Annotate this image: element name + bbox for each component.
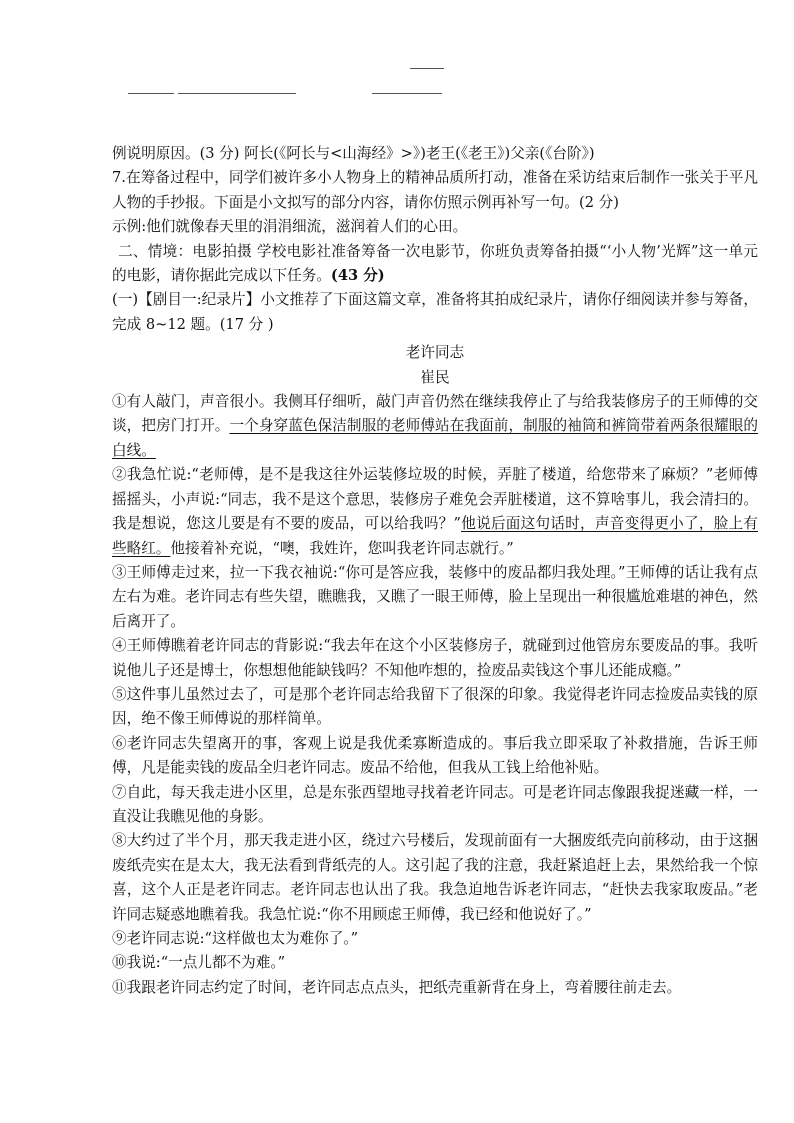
paragraph-7: ⑦自此，每天我走进小区里，总是东张西望地寻找着老许同志。可是老许同志像跟我捉迷藏一样，一直没让我瞧见他的身影。 [112,783,758,825]
section-2-text: 二、情境：电影拍摄 学校电影社准备筹备一次电影节，你班负责筹备拍摄“‘小人物’光辉”这一单元的电影，请你据此完成以下任务。 [112,242,758,285]
article-author: 崔民 [420,368,450,386]
paragraph-10: ⑩我说:“一点儿都不为难。” [112,954,286,972]
paragraph-6: ⑥老许同志失望离开的事，客观上说是我优柔寡断造成的。事后我立即采取了补救措施，告诉王师傅，凡是能卖钱的废品全归老许同志。废品不给他，但我从工钱上给他补贴。 [112,734,758,777]
exam-page-content [112,142,758,1000]
paragraph-8: ⑧大约过了半个月，那天我走进小区，绕过六号楼后，发现前面有一大捆废纸壳向前移动，由于这捆废纸壳实在是太大，我无法看到背纸壳的人。这引起了我的注意，我赶紧追赶上去，果然给我一个惊喜，这个人正是老许同志。老许同志也认出了我。我急迫地告诉老许同志，“赶快去我家取废品。”老许同志疑惑地瞧着我。我急忙说:“你不用顾虑王师傅，我已经和他说好了。” [112,832,758,923]
paragraph-2-text: ②我急忙说:“老师傅，是不是我这往外运装修垃圾的时候，弄脏了楼道，给您带来了麻烦？”老师傅摇摇头，小声说:“同志，我不是这个意思，装修房子难免会弄脏楼道，这不算啥事儿，我会清扫的。我是想说，您这儿要是有不要的废品，可以给我吗？” [112,466,758,533]
paragraph-2-underlined: 他说后面这句话时，声音变得更小了，脸上有些略红。 [112,515,758,557]
paragraph-1-underlined: 一个身穿蓝色保洁制服的老师傅站在我面前，制服的袖筒和裤筒带着两条很耀眼的白线。 [112,417,758,459]
paragraph-1 [112,390,758,463]
section-2-score: (43 分) [330,267,385,285]
question-7: 7.在筹备过程中，同学们被许多小人物身上的精神品质所打动，准备在采访结束后制作一张关于平凡人物的手抄报。下面是小文拟写的部分内容，请你仿照示例再补写一句。(2 分) [112,169,758,211]
paragraph-11: ⑪我跟老许同志约定了时间，老许同志点点头，把纸壳重新背在身上，弯着腰往前走去。 [112,978,682,996]
paragraph-1-text: ①有人敲门，声音很小。我侧耳仔细听，敲门声音仍然在继续我停止了与给我装修房子的王师傅的交谈，把房门打开。 [112,393,758,435]
part-1-intro: (一)【剧目一:纪录片】小文推荐了下面这篇文章，准备将其拍成纪录片，请你仔细阅读并参与筹备，完成 8~12 题。(17 分 ) [112,291,758,333]
section-2-heading [112,240,758,289]
paragraph-9: ⑨老许同志说:“这样做也太为难你了。” [112,930,359,947]
paragraph-2 [112,463,758,561]
paragraph-3: ③王师傅走过来，拉一下我衣袖说:“你可是答应我，装修中的废品都归我处理。”王师傅的话让我有点左右为难。老许同志有些失望，瞧瞧我，又瞧了一眼王师傅，脸上呈现出一种很尴尬难堪的神色，然后离开了。 [112,563,758,630]
question-7-example: 示例:他们就像春天里的涓涓细流，滋润着人们的心田。 [112,218,468,236]
question-6-ending: 例说明原因。(3 分) 阿长(《阿长与<山海经》>》)老王(《老王》)父亲(《台阶》) [112,145,595,162]
paragraph-2-tail: 他接着补充说，“噢，我姓许，您叫我老许同志就行。” [170,539,514,557]
paragraph-4: ④王师傅瞧着老许同志的背影说:“我去年在这个小区装修房子，就碰到过他管房东要废品的事。我听说他儿子还是博士，你想想他能缺钱吗？不知他咋想的，捡废品卖钱这个事儿还能成瘾。” [112,637,758,679]
article-title: 老许同志 [405,344,465,362]
scan-artifact-lines [0,60,794,100]
paragraph-5: ⑤这件事儿虽然过去了，可是那个老许同志给我留下了很深的印象。我觉得老许同志捡废品卖钱的原因，绝不像王师傅说的那样简单。 [112,685,758,728]
